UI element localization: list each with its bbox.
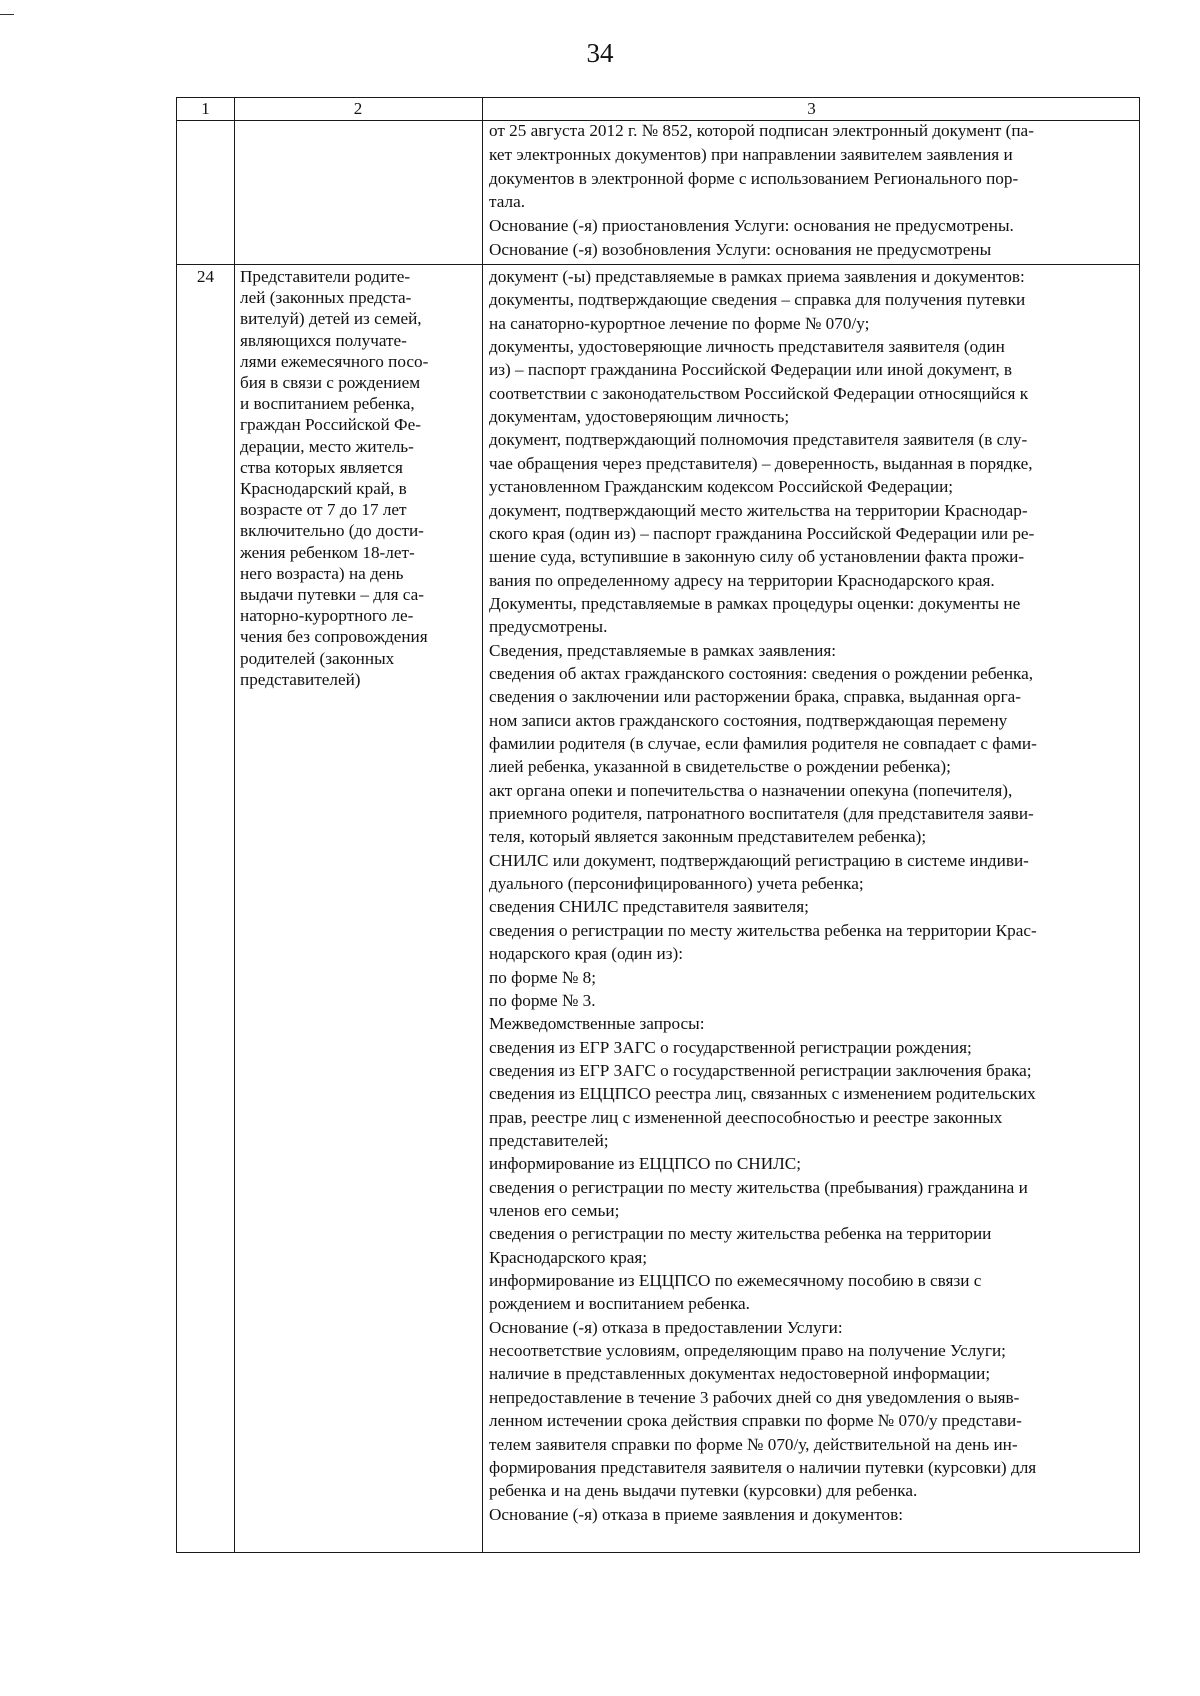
text-line: документов в электронной форме с использованием Регионального пор- (489, 168, 1019, 188)
text-line: Сведения, представляемые в рамках заявления: (489, 640, 837, 660)
text-line: представителей) (240, 669, 361, 689)
text-line: СНИЛС или документ, подтверждающий регистрацию в системе индиви- (489, 850, 1029, 870)
text-line: возрасте от 7 до 17 лет (240, 500, 407, 520)
text-line: сведения о регистрации по месту жительства (пребывания) гражданина и (489, 1177, 1028, 1197)
text-line: сведения о регистрации по месту жительства ребенка на территории (489, 1224, 992, 1244)
text-line: Краснодарского края; (489, 1247, 648, 1267)
text-line: рождением и воспитанием ребенка. (489, 1294, 750, 1314)
text-line: ребенка и на день выдачи путевки (курсовки) для ребенка. (489, 1481, 918, 1501)
text-line: прав, реестре лиц с измененной дееспособностью и реестре законных (489, 1107, 1003, 1127)
text-line: нодарского края (один из): (489, 944, 683, 964)
row-divider-24 (177, 264, 1139, 265)
text-line: документ, подтверждающий полномочия представителя заявителя (в слу- (489, 430, 1028, 450)
text-line: сведения из ЕГР ЗАГС о государственной регистрации рождения; (489, 1037, 972, 1057)
text-line: тала. (489, 192, 526, 212)
row-number: 24 (196, 267, 215, 286)
scan-margin-mark (0, 14, 14, 15)
text-line: наличие в представленных документах недостоверной информации; (489, 1364, 991, 1384)
text-line: членов его семьи; (489, 1201, 620, 1220)
text-line: ном записи актов гражданского состояния, подтверждающая перемену (489, 710, 1008, 730)
text-line: информирование из ЕЦЦПСО по ежемесячному пособию в связи с (489, 1271, 982, 1291)
text-line: акт органа опеки и попечительства о назначении опекуна (попечителя), (489, 780, 1013, 800)
page-number: 34 (586, 38, 614, 68)
text-line: бия в связи с рождением (240, 373, 421, 392)
text-line: ства которых является (240, 457, 403, 477)
text-line: вания по определенному адресу на территории Краснодарского края. (489, 570, 995, 590)
text-line: из) – паспорт гражданина Российской Федерации или иной документ, в (489, 360, 1013, 380)
text-line: по форме № 8; (489, 967, 597, 987)
text-line: Основание (-я) приостановления Услуги: основания не предусмотрены. (489, 216, 1014, 236)
text-line: родителей (законных (240, 648, 395, 668)
text-line: Представители родите- (240, 267, 411, 286)
text-line: чае обращения через представителя) – доверенность, выданная в порядке, (489, 453, 1033, 473)
column-divider-1-2 (234, 98, 235, 1552)
text-line: сведения СНИЛС представителя заявителя; (489, 897, 809, 917)
text-line: лями ежемесячного посо- (240, 351, 429, 371)
text-line: Основание (-я) возобновления Услуги: основания не предусмотрены (489, 240, 992, 259)
text-line: граждан Российской Фе- (240, 415, 421, 435)
text-line: непредоставление в течение 3 рабочих дней со дня уведомления о выяв- (489, 1387, 1020, 1407)
text-line: теля, который является законным представителем ребенка); (489, 827, 927, 847)
text-line: сведения из ЕЦЦПСО реестра лиц, связанных с изменением родительских (489, 1084, 1036, 1104)
text-line: и воспитанием ребенка, (240, 394, 415, 414)
text-line: Основание (-я) отказа в предоставлении Услуги: (489, 1317, 843, 1337)
text-line: приемного родителя, патронатного воспитателя (для представителя заяви- (489, 804, 1034, 824)
text-line: вителуй) детей из семей, (240, 309, 422, 329)
text-line: Краснодарский край, в (240, 479, 407, 498)
text-line: кет электронных документов) при направлении заявителем заявления и (489, 144, 1013, 164)
text-line: соответствии с законодательством Российской Федерации относящийся к (489, 383, 1029, 403)
text-line: выдачи путевки – для са- (240, 585, 424, 604)
text-line: наторно-курортного ле- (240, 606, 414, 626)
text-line: ского края (один из) – паспорт гражданина Российской Федерации или ре- (489, 523, 1035, 543)
text-line: на санаторно-курортное лечение по форме № 070/у; (489, 313, 870, 333)
text-line: документы, подтверждающие сведения – справка для получения путевки (489, 290, 1026, 310)
text-line: включительно (до дости- (240, 521, 424, 541)
column-header-3: 3 (807, 99, 816, 118)
text-line: чения без сопровождения (240, 627, 428, 647)
column-header-1: 1 (201, 99, 210, 118)
text-line: документам, удостоверяющим личность; (489, 407, 790, 427)
text-line: телем заявителя справки по форме № 070/у, действительной на день ин- (489, 1434, 1018, 1454)
text-line: Основание (-я) отказа в приеме заявления и документов: (489, 1504, 903, 1524)
text-line: ленном истечении срока действия справки по форме № 070/у представи- (489, 1411, 1022, 1431)
text-line: по форме № 3. (489, 990, 596, 1010)
text-line: представителей; (489, 1130, 609, 1150)
text-line: сведения о заключении или расторжении брака, справка, выданная орга- (489, 687, 1021, 707)
text-line: являющихся получате- (240, 330, 407, 350)
text-line: него возраста) на день (240, 563, 404, 583)
text-line: жения ребенком 18-лет- (240, 542, 415, 562)
text-line: Межведомственные запросы: (489, 1014, 705, 1034)
text-line: дуального (персонифицированного) учета ребенка; (489, 874, 864, 894)
services-table (176, 97, 1140, 1553)
text-line: сведения об актах гражданского состояния: сведения о рождении ребенка, (489, 663, 1034, 683)
text-line: шение суда, вступившие в законную силу об установлении факта прожи- (489, 547, 1025, 567)
text-line: предусмотрены. (489, 617, 608, 637)
text-line: лией ребенка, указанной в свидетельстве о рождении ребенка); (489, 757, 951, 777)
column-header-2: 2 (353, 99, 363, 118)
text-line: установленном Гражданским кодексом Российской Федерации; (489, 477, 954, 497)
column-divider-2-3 (482, 98, 483, 1552)
text-line: сведения из ЕГР ЗАГС о государственной регистрации заключения брака; (489, 1060, 1032, 1080)
text-line: от 25 августа 2012 г. № 852, которой подписан электронный документ (па- (489, 121, 1034, 140)
text-line: несоответствие условиям, определяющим право на получение Услуги; (489, 1341, 1006, 1361)
text-line: документ, подтверждающий место жительства на территории Краснодар- (489, 500, 1028, 520)
text-line: формирования представителя заявителя о наличии путевки (курсовки) для (489, 1457, 1037, 1477)
text-line: Документы, представляемые в рамках процедуры оценки: документы не (489, 593, 1021, 613)
text-line: документ (-ы) представляемые в рамках приема заявления и документов: (489, 267, 1025, 286)
text-line: информирование из ЕЦЦПСО по СНИЛС; (489, 1154, 802, 1174)
text-line: дерации, место житель- (240, 436, 414, 456)
text-line: фамилии родителя (в случае, если фамилия родителя не совпадает с фами- (489, 734, 1037, 753)
text-line: лей (законных предста- (240, 288, 412, 308)
text-line: сведения о регистрации по месту жительства ребенка на территории Крас- (489, 920, 1037, 940)
text-line: документы, удостоверяющие личность представителя заявителя (один (489, 337, 1005, 357)
